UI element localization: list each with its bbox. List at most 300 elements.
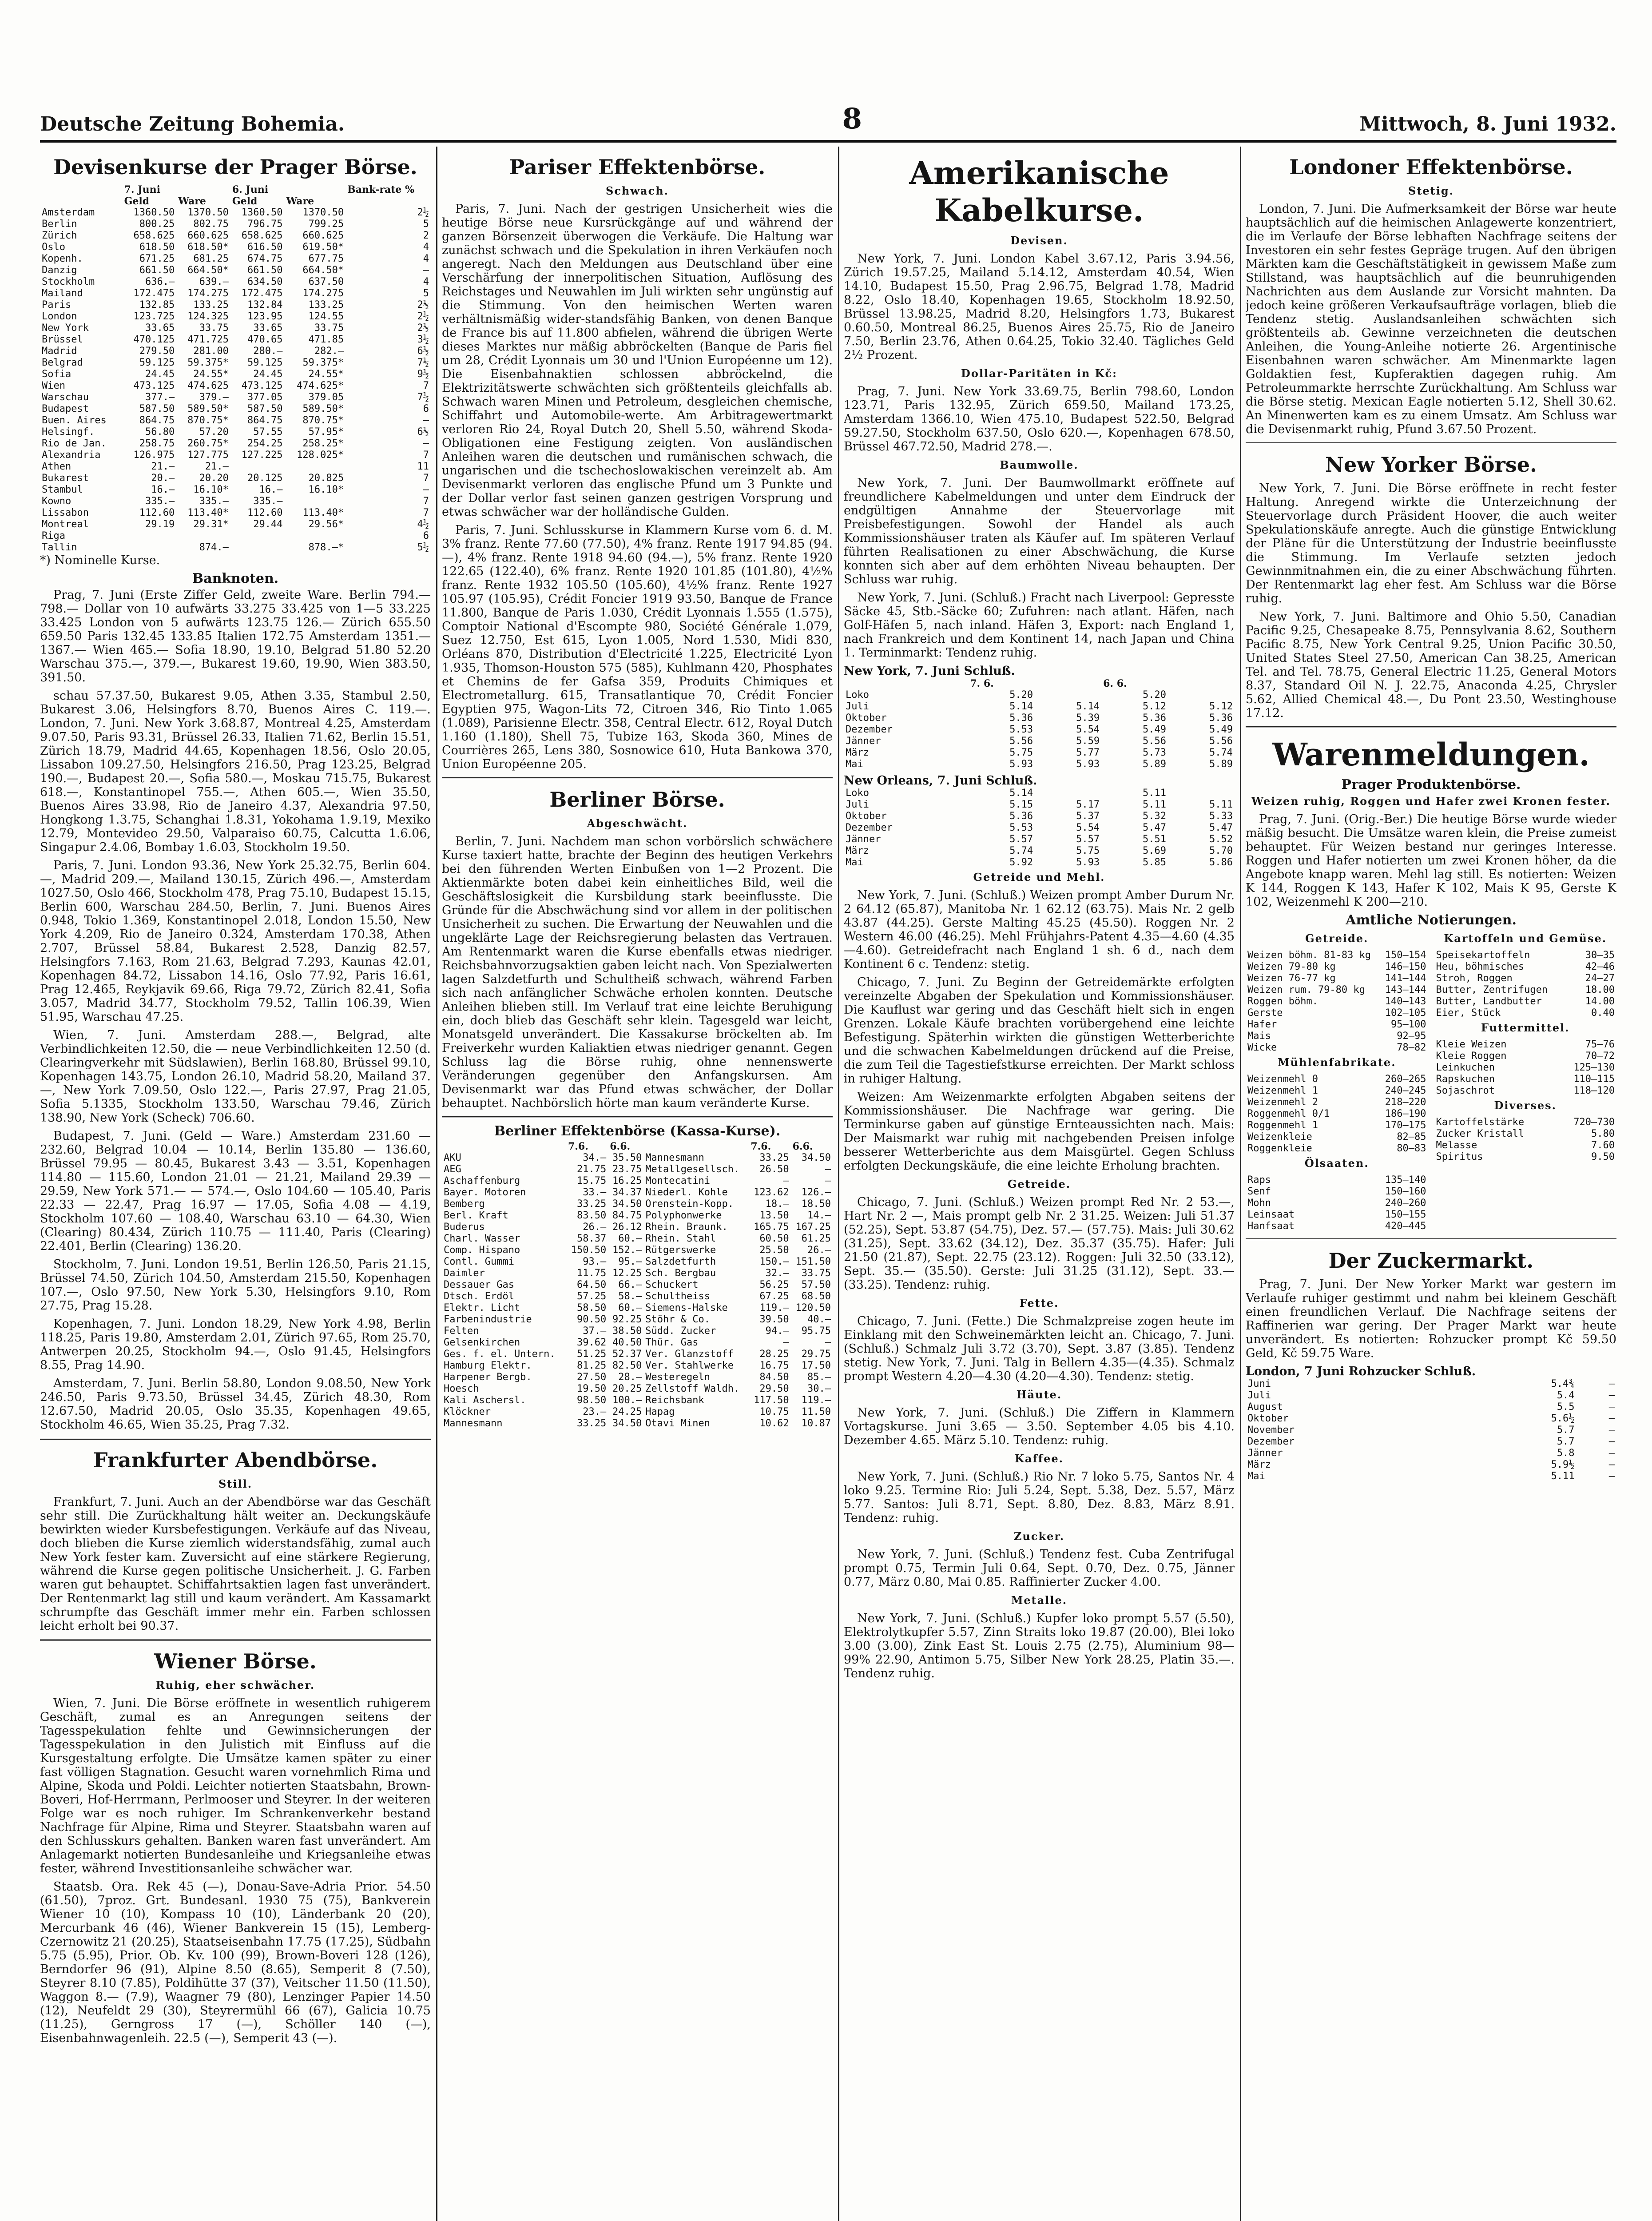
table-cell: 51.25 — [577, 1349, 607, 1360]
table-cell: 279.50 — [139, 346, 175, 357]
table-row — [844, 724, 1235, 736]
table-cell: Senf — [1247, 1186, 1271, 1197]
table-cell: 146—150 — [1385, 961, 1426, 972]
table-cell: 260.75* — [187, 438, 229, 449]
table-cell: 218—220 — [1385, 1097, 1426, 1108]
text-block: Kopenhagen, 7. Juni. London 18.29, New York 4.98, Berlin 118.25, Paris 19.80, Amsterdam 2.01, Zürich 97.65, Rom 25.70, Antwerpen 20.25, Stockholm 94.—, Oslo 91.45, Helsingfors 8.55, Prag 14.90. — [40, 1317, 431, 1372]
table-cell: Ver. Stahlwerke — [645, 1360, 734, 1371]
table-cell: 664.50* — [187, 265, 229, 276]
table-cell: 2½ — [417, 311, 429, 322]
table-cell: 5.7 — [1557, 1436, 1575, 1447]
table-cell: 57.95* — [308, 426, 344, 438]
table-row — [442, 1325, 833, 1337]
table-cell: 52.37 — [612, 1349, 642, 1360]
table-cell: 33.— — [583, 1187, 607, 1198]
table-cell: Rapskuchen — [1436, 1074, 1495, 1085]
table-cell: 60.— — [618, 1302, 642, 1313]
column-2 — [442, 147, 833, 2221]
table-row — [442, 1406, 833, 1418]
table-cell: Kleie Roggen — [1436, 1051, 1507, 1062]
table-cell: 1360.50 — [241, 207, 283, 218]
table-cell: 5.77 — [1076, 747, 1100, 758]
table-cell: 3½ — [417, 334, 429, 345]
table-cell: Hafer — [1247, 1019, 1277, 1030]
table-row — [442, 1222, 833, 1233]
table-cell: 254.25 — [247, 438, 283, 449]
table-cell: 4 — [423, 276, 429, 287]
table-cell: 16.10* — [308, 484, 344, 495]
table-cell: 39.50 — [759, 1314, 789, 1325]
table-cell: 126.— — [801, 1187, 831, 1198]
table-cell: 29.50 — [759, 1383, 789, 1394]
table-cell: 80—83 — [1397, 1143, 1426, 1154]
table-cell: Belgrad — [42, 357, 83, 368]
table-cell: 10.75 — [759, 1406, 789, 1417]
table-row — [40, 507, 431, 519]
table-cell: 5.14 — [1009, 788, 1033, 799]
table-row — [40, 322, 431, 334]
table-cell: 9½ — [417, 369, 429, 380]
kassa-title: Berliner Effektenbörse (Kassa-Kurse). — [494, 1123, 781, 1139]
table-cell — [123, 530, 177, 542]
ny-text-2: New York, 7. Juni. Baltimore and Ohio 5.50, Canadian Pacific 9.25, Chesapeake 8.75, Pennsylvania 8.62, Southern Pacific 8.75, New York Central 9.25, Union Pacific 30.50, United States Steel 27.50, American Can 38.25, American Tel. and Tel. 78.75, General Electric 11.25, General Motors 8.37, Standard Oil N. J. 22.75, Anaconda 4.25, Chrysler 5.62, Allied Chemical 48.—, Du Pont 23.50, Westinghouse 17.12. — [1246, 610, 1616, 720]
table-cell: 470.65 — [247, 334, 283, 345]
table-cell: — — [825, 1337, 831, 1348]
table-cell: Niederl. Kohle — [645, 1187, 728, 1198]
table-cell: 27.50 — [577, 1372, 607, 1383]
table-cell: Juli — [846, 799, 869, 810]
table-cell: — — [1608, 1413, 1615, 1424]
amer-text: New York, 7. Juni. London Kabel 3.67.12, Paris 3.94.56, Zürich 19.57.25, Mailand 5.14.12, Amsterdam 40.54, Wien 14.10, Budapest 15.50, Prag 2.96.75, Belgrad 1.78, Madrid 8.22, Oslo 18.40, Kopenhagen 19.65, Stockholm 18.92.50, Brüssel 13.98.25, Madrid 8.20, Helsingfors 1.73, Bukarest 0.60.50, Montreal 86.25, Buenos Aires 25.75, Rio de Janeiro 7.50, Berlin 23.76, Athen 0.64.25, Tokio 32.40. Tägliches Geld 2½ Prozent. — [844, 252, 1235, 362]
table-cell: 117.50 — [754, 1395, 789, 1406]
section-title-london: Londoner Effektenbörse. — [1289, 155, 1573, 179]
table-cell: 61.25 — [801, 1233, 831, 1244]
table-cell: Westeregeln — [645, 1372, 710, 1383]
table-cell: Athen — [42, 461, 71, 472]
table-cell: 150—160 — [1385, 1186, 1426, 1197]
table-cell: 5.4 — [1557, 1390, 1575, 1401]
section-title-wien: Wiener Börse. — [154, 1649, 317, 1673]
table-cell: 186—190 — [1385, 1108, 1426, 1119]
table-cell: 7½ — [417, 392, 429, 403]
table-cell: 92—95 — [1397, 1031, 1426, 1042]
table-cell: 5.15 — [1009, 799, 1033, 810]
baumwolle-text: New York, 7. Juni. Der Baumwollmarkt eröffnete auf freundlichere Kabelmeldungen und unter dem Eindruck der endgültigen Annahme der Steuervorlage mit Preisbefestigungen. Sowohl der Handel als auch Kommissionshäuser traten als Käufer auf. Im späteren Verlauf führten Realisationen zu einer Abschwächung, die Kurse konnten sich aber auf dem erhöhten Niveau behaupten. Der Schluss war ruhig. — [844, 476, 1235, 586]
table-cell: 123.725 — [133, 311, 175, 322]
table-cell: 123.95 — [247, 311, 283, 322]
table-cell: Leinkuchen — [1436, 1062, 1495, 1073]
table-cell: 674.75 — [247, 253, 283, 264]
table-cell: 60.— — [618, 1233, 642, 1244]
table-cell: 5.36 — [1209, 712, 1233, 724]
table-cell: Mannesmann — [645, 1152, 704, 1163]
table-cell: 660.625 — [302, 230, 344, 241]
table-cell: 70—72 — [1585, 1051, 1615, 1062]
table-cell: Weizenmehl 2 — [1247, 1097, 1318, 1108]
table-cell: 98.50 — [577, 1395, 607, 1406]
table-cell: Mannesmann — [444, 1418, 503, 1429]
table-cell: 619.50* — [302, 242, 344, 253]
table-cell: 123.62 — [754, 1187, 789, 1198]
fette-text: Chicago, 7. Juni. (Fette.) Die Schmalzpreise zogen heute im Einklang mit den Schweinemärkten leicht an. Chicago, 7. Juni. (Schluß.) Schmalz Juli 3.72 (3.70), Sept. 3.87 (3.85). Tendenz stetig. New York, 7. Juni. Talg in Bellern 4.35—(4.35). Schmalz prompt Western 4.20—4.30 (4.20—4.30). Tendenz: stetig. — [844, 1314, 1235, 1383]
table-cell: Weizenmehl 1 — [1247, 1085, 1318, 1096]
table-cell: 5.69 — [1143, 845, 1167, 856]
table-cell: 81.25 — [577, 1360, 607, 1371]
haeute-text: New York, 7. Juni. (Schluß.) Die Ziffern in Klammern Vortagskurse. Juni 3.65 — 3.50. September 4.05 bis 4.10. Dezember 4.65. März 5.10. Tendenz: ruhig. — [844, 1406, 1235, 1447]
table-row — [40, 473, 431, 484]
table-cell: 1360.50 — [133, 207, 175, 218]
table-cell: Schultheiss — [645, 1291, 710, 1302]
table-row — [1434, 973, 1617, 984]
text-block: Budapest, 7. Juni. (Geld — Ware.) Amsterdam 231.60 — 232.60, Belgrad 10.04 — 10.14, Berlin 135.80 — 136.60, Brüssel 79.95 — 80.45, Bukarest 3.43 — 3.51, Kopenhagen 114.80 — 115.60, London 21.01 — 21.21, Mailand 29.39 — 29.59, New York 571.— — 574.—, Oslo 104.60 — 105.40, Paris 22.33 — 22.47, Prag 16.97 — 17.05, Sofia 4.08 — 4.19, Stockholm 107.60 — 108.40, Warschau 63.10 — 64.30, Wien (Clearing) 80.434, Zürich 110.75 — 111.40, Paris (Clearing) 22.401, Berlin (Clearing) 136.20. — [40, 1129, 431, 1253]
dollar-title: Dollar-Paritäten in Kč: — [961, 367, 1117, 380]
table-cell: Madrid — [42, 346, 77, 357]
table-cell: 33.75 — [199, 322, 229, 334]
table-cell: 377.05 — [247, 392, 283, 403]
dollar-text: Prag, 7. Juni. New York 33.69.75, Berlin 798.60, London 123.71, Paris 132.95, Zürich 659.50, Mailand 173.25, Amsterdam 1366.10, Wien 475.10, Budapest 522.50, Belgrad 59.27.50, Stockholm 637.50, Oslo 620.—, Kopenhagen 678.50, Brüssel 467.72.50, Madrid 278.—. — [844, 385, 1235, 454]
table-cell: 5.74 — [1209, 747, 1233, 758]
table-cell: 5.53 — [1009, 822, 1033, 833]
table-cell: 20.825 — [308, 473, 344, 484]
table-cell: 93.— — [583, 1256, 607, 1267]
table-cell: Reichsbank — [645, 1395, 704, 1406]
chicago-text-2: Weizen: Am Weizenmarkte erfolgten Abgaben seitens der Kommissionshäuser. Die Nachfrage war gering. Die Terminkurse gaben auf günstige Ernteaussichten nach. Mais: Der Maismarkt war ruhig mit nachgebenden Preisen infolge besserer Wetterberichte aus dem Maisgürtel. Gegen Schluss erfolgten Deckungskäufe, die eine leichte Erholung brachten. — [844, 1090, 1235, 1173]
table-cell: 68.50 — [801, 1291, 831, 1302]
table-cell: Weizen rum. 79-80 kg — [1247, 984, 1365, 995]
table-cell: Südd. Zucker — [645, 1325, 716, 1337]
table-cell: 5.75 — [1009, 747, 1033, 758]
table-cell: 5.89 — [1209, 759, 1233, 770]
table-row — [1246, 1221, 1428, 1232]
table-cell: 40.— — [807, 1314, 831, 1325]
kartoffeln-table — [1434, 950, 1617, 1019]
table-cell: 5.93 — [1076, 857, 1100, 868]
table-cell: 658.625 — [133, 230, 175, 241]
table-cell: 5.52 — [1209, 834, 1233, 845]
table-cell: 140—143 — [1385, 996, 1426, 1007]
table-cell: 5.11 — [1551, 1471, 1575, 1482]
table-cell: 124.55 — [308, 311, 344, 322]
page-header — [40, 102, 1616, 143]
table-cell: 5.12 — [1209, 701, 1233, 712]
table-row — [1434, 950, 1617, 961]
text-block: schau 57.37.50, Bukarest 9.05, Athen 3.35, Stambul 2.50, Bukarest 3.06, Helsingfors 8.70, Buenos Aires C. 119.—. London, 7. Juni. New York 3.68.87, Montreal 4.25, Amsterdam 9.07.50, Paris 93.31, Brüssel 26.33, Italien 71.62, Berlin 15.51, Zürich 18.79, Madrid 44.65, Kopenhagen 18.56, Oslo 20.05, Lissabon 109.27.50, Helsingfors 216.50, Prag 123.25, Belgrad 190.—, Budapest 20.—, Sofia 580.—, Moskau 715.75, Bukarest 618.—, Konstantinopel 755.—, Athen 605.—, Wien 35.50, Buenos Aires 33.98, Rio de Janeiro 4.37, Alexandria 97.50, Hongkong 1.3.75, Schanghai 1.8.31, Yokohama 1.9.19, Mexiko 12.79, Montevideo 29.50, Valparaiso 60.75, Calcutta 1.6.06, Singapur 2.4.06, Bombay 1.6.03, Stockholm 19.50. — [40, 689, 431, 854]
table-cell: 587.50 — [139, 403, 175, 414]
table-row — [40, 288, 431, 299]
table-cell: Oktober — [846, 712, 887, 724]
table-cell: 150—154 — [1385, 950, 1426, 961]
table-cell: 11.75 — [577, 1268, 607, 1279]
table-cell: 25.50 — [759, 1245, 789, 1256]
table-row — [1434, 1117, 1617, 1128]
table-row — [844, 811, 1235, 822]
london-zucker-table — [1246, 1378, 1616, 1482]
table-cell: 100.— — [612, 1395, 642, 1406]
table-cell: 5.32 — [1143, 811, 1167, 822]
table-cell: 33.65 — [145, 322, 175, 334]
divider — [442, 1116, 833, 1118]
table-cell: 29.56* — [308, 519, 344, 530]
table-cell: New York — [42, 322, 89, 334]
diverses-heading: Diverses. — [1494, 1099, 1557, 1112]
table-cell: London — [42, 311, 77, 322]
table-cell: 7 — [423, 507, 429, 518]
table-cell: Comp. Hispano — [444, 1245, 520, 1256]
table-cell: November — [1247, 1425, 1295, 1436]
table-cell: 5.93 — [1076, 759, 1100, 770]
table-cell: Sofia — [42, 369, 71, 380]
table-cell: Weizenkleie — [1247, 1131, 1312, 1142]
table-cell: 150.— — [759, 1256, 789, 1267]
haeute-title: Häute. — [1016, 1388, 1062, 1401]
table-row — [1246, 950, 1428, 961]
table-cell: Rütgerswerke — [645, 1245, 716, 1256]
table-cell: 94.— — [765, 1325, 789, 1337]
table-cell: 113.40* — [302, 507, 344, 518]
table-row — [1246, 1085, 1428, 1097]
berlin-subtitle: Abgeschwächt. — [587, 817, 688, 830]
table-cell: 639.— — [199, 276, 229, 287]
table-cell — [230, 461, 285, 473]
table-cell: 5.75 — [1076, 845, 1100, 856]
table-cell: Weizen 76-77 kg — [1247, 973, 1336, 984]
divider — [1246, 726, 1616, 728]
table-cell — [1168, 788, 1235, 799]
bw-ny-rows — [844, 689, 1235, 770]
table-cell: 14.— — [807, 1210, 831, 1221]
table-cell: 5.70 — [1209, 845, 1233, 856]
table-cell: 24.55* — [308, 369, 344, 380]
table-cell: Loko — [846, 689, 869, 701]
table-cell: Otavi Minen — [645, 1418, 710, 1429]
table-cell: 658.625 — [241, 230, 283, 241]
table-cell: 95.75 — [801, 1325, 831, 1337]
table-cell: 335.— — [199, 496, 229, 507]
table-cell: 59.125 — [247, 357, 283, 368]
table-cell: 20.— — [151, 473, 175, 484]
table-cell: 30—35 — [1585, 950, 1615, 961]
table-row — [1246, 1448, 1616, 1459]
table-cell: 172.475 — [133, 288, 175, 299]
table-cell: 56.25 — [759, 1279, 789, 1290]
table-cell — [176, 530, 230, 542]
table-row — [1434, 1128, 1617, 1140]
table-row — [40, 450, 431, 461]
table-row — [1434, 1151, 1617, 1163]
paris-text-2: Paris, 7. Juni. Schlusskurse in Klammern Kurse vom 6. d. M. 3% franz. Rente 77.60 (77.50), 4% franz. Rente 1917 94.85 (94.—), 4% franz. Rente 1918 94.60 (94.—), 5% franz. Rente 1920 122.65 (122.40), 6% franz. Rente 1920 101.85 (101.80), 4½% franz. Rente 1932 105.50 (105.60), 4½% franz. Rente 1927 105.97 (105.95), Crédit Foncier 1919 93.50, Banque de France 11.800, Banque de Paris 1.030, Crédit Lyonnais 1.555 (1.575), Comptoir National d'Escompte 980, Société Générale 1.079, Suez 12.750, Est 615, Lyon 1.005, Nord 1.530, Midi 830, Orléans 870, Distribution d'Electricité 1.225, Electricité Lyon 1.935, Thomson-Houston 575 (585), Kuhlmann 420, Phosphates et Chemins de fer Gafsa 359, Produits Chimiques et Electrometallurg. 615, Transatlantique 70, Crédit Foncier Egyptien 975, Wagon-Lits 72, Citroen 346, Rio Tinto 1.065 (1.089), Parisienne Electr. 358, Central Electr. 612, Royal Dutch 1.160 (1.180), Shell 75, Tubize 163, Skoda 360, Mines de Courrières 265, Lens 380, Sosnowice 610, Huta Bankowa 370, Union Européenne 205. — [442, 523, 833, 771]
table-cell: AEG — [444, 1164, 461, 1175]
table-cell: 240—260 — [1385, 1198, 1426, 1209]
devisen-table: 7. Juni 6. Juni Bank-rate % Geld Ware Geld Ware Amsterdam 1360.50 1370.50 1360.50 1370.50 2½ Berlin 800.25 802.75 796.75 799.25 5 Zürich 658.625 660.625 658.625 660.625 2 Oslo 618.50 618.50* 616.50 619.50* 4 Kopenh. 671.25 681.25 674.75 677.75 4 Danzig 661.50 664.50* 661.50 664.50* — Stockholm 636.— 639.— 634.50 637.50 4 Mailand 172.475 174.275 172.475 174.275 5 Paris 132.85 133.25 132.84 133.25 2½ London 123.725 124.325 123.95 124.55 2½ New York 33.65 33.75 33.65 33.75 2½ Brüssel 470.125 471.725 470.65 471.85 3½ Madrid 279.50 281.00 280.— 282.— 6½ Belgrad 59.125 59.375* 59.125 59.375* 7½ Sofia 24.45 24.55* 24.45 24.55* 9½ Wien 473.125 474.625 473.125 474.625* 7 Warschau 377.— 379.— 377.05 379.05 7½ Budapest 587.50 589.50* 587.50 589.50* 6 Buen. Aires 864.75 870.75* 864.75 870.75* — Helsingf. 56.80 57.20 57.55 57.95* 6½ Rio de Jan. 258.75 260.75* 254.25 258.25* — Alexandria 126.975 127.775 127.225 128.025* 7 Athen 21.— 21.— 11 Bukarest 20.— 20.20 20.125 20.825 7 Stambul 16.— 16.10* 16.— 16.10* — Kowno 335.— 335.— 335.— 7 Lissabon 112.60 113.40* 112.60 113.40* 7 Montreal 29.19 29.31* 29.44 29.56* 4½ Riga 6 Tallin 874.— 878.—* 5½ — [40, 184, 431, 553]
table-cell: 21.— — [151, 461, 175, 472]
table-cell: 33.25 — [759, 1152, 789, 1163]
table-cell: 165.75 — [754, 1222, 789, 1233]
table-row — [1246, 1042, 1428, 1054]
section-title-newyork: New Yorker Börse. — [1325, 453, 1537, 477]
table-cell: 24—27 — [1585, 973, 1615, 984]
table-cell: 16.75 — [759, 1360, 789, 1371]
table-cell: Hapag — [645, 1406, 675, 1417]
table-cell: 5.14 — [1076, 701, 1100, 712]
table-row — [844, 788, 1235, 799]
paris-subtitle: Schwach. — [605, 184, 669, 197]
table-cell: 5.74 — [1009, 845, 1033, 856]
section-title-frankfurt: Frankfurter Abendbörse. — [93, 1448, 378, 1472]
divider — [442, 777, 833, 779]
table-row — [1246, 1413, 1616, 1425]
table-cell: Loko — [846, 788, 869, 799]
table-cell: 58.— — [618, 1291, 642, 1302]
table-cell: 33.25 — [577, 1198, 607, 1210]
table-cell: Polyphonwerke — [645, 1210, 722, 1221]
table-cell: Weizenmehl 0 — [1247, 1074, 1318, 1085]
table-row — [442, 1337, 833, 1349]
table-row — [844, 736, 1235, 747]
table-cell: Stroh, Roggen — [1436, 973, 1513, 984]
table-cell: 280.— — [253, 346, 283, 357]
table-cell: Metallgesellsch. — [645, 1164, 740, 1175]
table-row — [40, 403, 431, 415]
table-cell: Warschau — [42, 392, 89, 403]
table-cell: 5.12 — [1143, 701, 1167, 712]
table-cell: — — [1608, 1471, 1615, 1482]
table-cell: Zellstoff Waldh. — [645, 1383, 740, 1394]
table-cell: 864.75 — [139, 415, 175, 426]
table-cell: 24.45 — [253, 369, 283, 380]
table-cell: 34.50 — [801, 1152, 831, 1163]
table-row — [1434, 1140, 1617, 1151]
table-cell: Dezember — [846, 724, 893, 735]
table-cell: 10.87 — [801, 1418, 831, 1429]
table-row — [1246, 1378, 1616, 1390]
table-cell: 59.375* — [302, 357, 344, 368]
table-cell: Budapest — [42, 403, 89, 414]
table-cell: 113.40* — [187, 507, 229, 518]
table-cell: 128.025* — [297, 450, 344, 461]
getreide-table — [1246, 950, 1428, 1054]
table-row — [1246, 1186, 1428, 1198]
table-row — [40, 496, 431, 507]
table-cell: 133.25 — [193, 299, 229, 310]
table-row — [40, 357, 431, 369]
wien-subtitle: Ruhig, eher schwächer. — [155, 1679, 315, 1692]
table-row — [1246, 1174, 1428, 1186]
table-row — [40, 426, 431, 438]
table-cell: 26.— — [583, 1222, 607, 1233]
table-row — [844, 701, 1235, 712]
table-cell: Mailand — [42, 288, 83, 299]
table-cell: Gelsenkirchen — [444, 1337, 520, 1348]
table-cell: 172.475 — [241, 288, 283, 299]
table-row — [40, 334, 431, 346]
table-cell: 5.11 — [1143, 788, 1167, 799]
table-cell: 23.— — [583, 1406, 607, 1417]
table-cell: 5.47 — [1209, 822, 1233, 833]
divider — [40, 1639, 431, 1641]
table-cell: 335.— — [145, 496, 175, 507]
bw-ny-label: New York, 7. Juni Schluß. — [844, 664, 1015, 678]
table-row — [442, 1360, 833, 1372]
table-cell: 5.36 — [1009, 811, 1033, 822]
table-row — [1246, 1209, 1428, 1221]
table-row — [1246, 1436, 1616, 1448]
table-row — [1246, 1074, 1428, 1085]
table-row — [40, 207, 431, 219]
table-cell: 7 — [423, 473, 429, 484]
table-cell: Berlin — [42, 219, 77, 230]
table-cell: Helsingf. — [42, 426, 95, 438]
table-cell: 20.20 — [199, 473, 229, 484]
table-cell: 67.25 — [759, 1291, 789, 1302]
table-cell: Jänner — [846, 834, 881, 845]
table-cell: 133.25 — [308, 299, 344, 310]
table-cell: — — [423, 438, 429, 449]
table-cell: Oslo — [42, 242, 65, 253]
table-cell: 75—76 — [1585, 1039, 1615, 1050]
table-cell: 112.60 — [139, 507, 175, 518]
table-cell: 33.75 — [801, 1268, 831, 1279]
prager-text: Prag, 7. Juni. (Orig.-Ber.) Die heutige Börse wurde wieder mäßig besucht. Die Umsätze waren klein, die Preise zumeist behauptet. Für Weizen bestand nur geringes Interesse. Roggen und Hafer notierten um zwei Kronen höher, da die Angebote knapp waren. Mehl lag still. Es notierten: Weizen K 144, Roggen K 143, Hafer K 102, Mais K 95, Gerste K 102, Weizenmehl K 200—210. — [1246, 812, 1616, 909]
table-cell: 66.— — [618, 1279, 642, 1290]
table-cell: 420—445 — [1385, 1221, 1426, 1232]
table-row — [40, 265, 431, 276]
berlin-text: Berlin, 7. Juni. Nachdem man schon vorbörslich schwächere Kurse taxiert hatte, brachte der Beginn des heutigen Verkehrs bei den führenden Werten Einbußen von 1—2 Prozent. Die Aktienmärkte boten dabei kein einheitliches Bild, weil die Geschäftslosigkeit die Kursbildung stark beeinflusste. Die Gründe für die Abschwächung sind vor allem in der politischen Unsicherheit zu suchen. Die Erwartung der Neuwahlen und die ungeklärte Lage der Reichsregierung belasten das Vertrauen. Am Rentenmarkt waren die Kurse ebenfalls etwas niedriger. Reichsbahnvorzugsaktien gaben leicht nach. Von Spezialwerten lagen Salzdetfurth und Schultheiß schwach, während Farben sich nach anfänglicher Schwäche erholen konnten. Deutsche Anleihen blieben still. Im Verlauf trat eine leichte Beruhigung ein, doch blieb das Geschäft sehr klein. Tagesgeld war leicht, Monatsgeld unverändert. Die Kassakurse bröckelten ab. Im Freiverkehr wurden Kaliaktien etwas niedriger genannt. Gegen Schluss lag die Börse ruhig, ohne nennenswerte Veränderungen gegenüber den Anfangskursen. Am Devisenmarkt war das Pfund etwas schwächer, der Dollar behauptet. Nachbörslich hörte man kaum veränderte Kurse. — [442, 835, 833, 1110]
table-row — [844, 747, 1235, 759]
table-row — [844, 845, 1235, 857]
table-cell: 11.50 — [801, 1406, 831, 1417]
table-cell: Dezember — [1247, 1436, 1295, 1447]
table-cell — [1035, 689, 1101, 701]
table-cell: 112.60 — [247, 507, 283, 518]
table-cell: Sojaschrot — [1436, 1085, 1495, 1096]
column-1 — [40, 147, 431, 2221]
prager-subtitle: Weizen ruhig, Roggen und Hafer zwei Kronen fester. — [1251, 795, 1611, 808]
table-cell: 664.50* — [302, 265, 344, 276]
table-cell: Elektr. Licht — [444, 1302, 520, 1313]
table-row — [442, 1291, 833, 1302]
banknoten-title: Banknoten. — [192, 571, 279, 586]
table-cell: 127.775 — [187, 450, 229, 461]
table-cell: 150—155 — [1385, 1209, 1426, 1220]
table-cell: 29.44 — [253, 519, 283, 530]
table-cell: 5.7 — [1557, 1425, 1575, 1436]
table-cell: 5.56 — [1009, 736, 1033, 747]
table-cell: Mai — [846, 857, 863, 868]
table-cell: 57.25 — [577, 1291, 607, 1302]
table-row — [1434, 1039, 1617, 1051]
table-cell: 5.59 — [1076, 736, 1100, 747]
table-cell: Raps — [1247, 1174, 1271, 1186]
table-cell: 120.50 — [795, 1302, 831, 1313]
table-cell: 2 — [423, 230, 429, 241]
table-cell: — — [1608, 1459, 1615, 1470]
wien-text: Wien, 7. Juni. Die Börse eröffnete in wesentlich ruhigerem Geschäft, zumal es an Anregungen seitens der Tagesspekulation fehlte und Gewinnsicherungen der Tagesspekulation in den Julistich mit Einfluss auf die Kursgestaltung erfolgte. Die Umsätze kamen später zu einer fast völligen Stagnation. Gesucht waren vornehmlich Rima und Alpine, Skoda und Poldi. Leichter notierten Staatsbahn, Brown-Boveri, Hof-Herrmann, Perlmooser und Steyrer. In der weiteren Folge war es noch ruhiger. Im Schrankenverkehr bestand Nachfrage für Alpine, Rima und Steyrer. Staatsbahn waren auf den Schlusskurs gehalten. Banken waren fast unverändert. Am Anlagemarkt notierten Bundesanleihe und Kriegsanleihe etwas fester, während Investitionsanleihe schwächer war. — [40, 1696, 431, 1875]
kaffee-title: Kaffee. — [1015, 1452, 1064, 1465]
muehlen-table — [1246, 1074, 1428, 1154]
table-cell: Aschaffenburg — [444, 1175, 520, 1186]
table-row — [1246, 1031, 1428, 1042]
table-cell: Roggenmehl 1 — [1247, 1120, 1318, 1131]
table-row — [442, 1268, 833, 1279]
table-cell: 9.50 — [1591, 1151, 1615, 1162]
table-row — [40, 276, 431, 288]
table-cell: 82—85 — [1397, 1131, 1426, 1142]
table-cell: Hamburg Elektr. — [444, 1360, 532, 1371]
table-cell: 26.— — [807, 1245, 831, 1256]
table-cell: 473.125 — [133, 380, 175, 391]
table-cell: 240—245 — [1385, 1085, 1426, 1096]
table-row — [442, 1245, 833, 1256]
